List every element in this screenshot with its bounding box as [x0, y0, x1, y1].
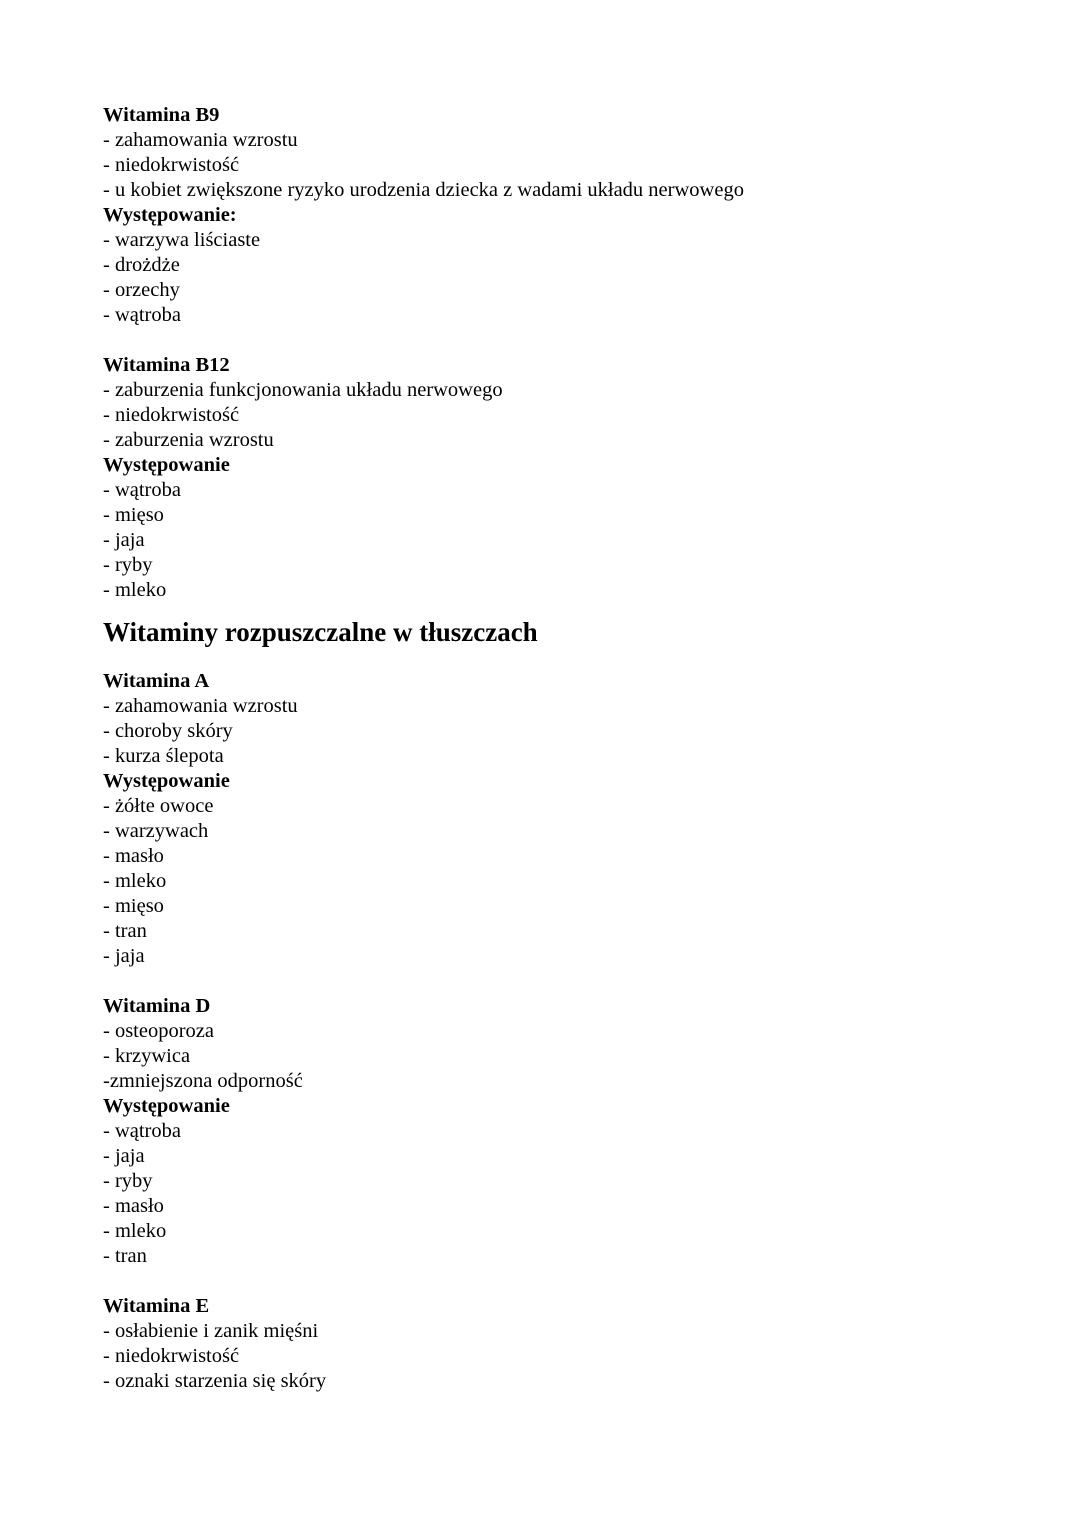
source-item: - mleko — [103, 579, 167, 601]
source-item: - orzechy — [103, 279, 180, 301]
source-item: - jaja — [103, 529, 145, 551]
symptom-item: - osteoporoza — [103, 1020, 214, 1042]
source-item: - wątroba — [103, 479, 181, 501]
occurrence-label: Występowanie — [103, 454, 230, 476]
symptom-item: - oznaki starzenia się skóry — [103, 1370, 327, 1392]
vitamin-title: Witamina E — [103, 1295, 210, 1317]
symptom-item: - niedokrwistość — [103, 404, 240, 426]
symptom-item: - niedokrwistość — [103, 1345, 240, 1367]
document-page — [103, 103, 1003, 1394]
vitamin-title: Witamina A — [103, 670, 210, 692]
source-item: - ryby — [103, 1170, 153, 1192]
source-item: - mleko — [103, 870, 167, 892]
symptom-item: - niedokrwistość — [103, 154, 240, 176]
symptom-item: - choroby skóry — [103, 720, 233, 742]
source-item: - mleko — [103, 1220, 167, 1242]
vitamin-title: Witamina D — [103, 995, 211, 1017]
symptom-item: - zaburzenia wzrostu — [103, 429, 274, 451]
source-item: - wątroba — [103, 304, 181, 326]
source-item: - warzywa liściaste — [103, 229, 261, 251]
source-item: - żółte owoce — [103, 795, 214, 817]
vitamin-title: Witamina B9 — [103, 104, 220, 126]
paragraph-gap — [103, 1269, 1003, 1294]
symptom-item: - osłabienie i zanik mięśni — [103, 1320, 319, 1342]
paragraph-gap — [103, 328, 1003, 353]
source-item: - mięso — [103, 895, 164, 917]
vitamin-e-block — [103, 1294, 1003, 1394]
vitamin-d-block — [103, 994, 1003, 1269]
source-item: - drożdże — [103, 254, 180, 276]
occurrence-label: Występowanie — [103, 1095, 230, 1117]
source-item: - masło — [103, 1195, 164, 1217]
symptom-item: - zahamowania wzrostu — [103, 129, 298, 151]
vitamin-b12-block — [103, 353, 1003, 603]
symptom-item: - zaburzenia funkcjonowania układu nerwowego — [103, 379, 503, 401]
source-item: - ryby — [103, 554, 153, 576]
source-item: - jaja — [103, 945, 145, 967]
paragraph-gap — [103, 969, 1003, 994]
source-item: - wątroba — [103, 1120, 181, 1142]
source-item: - tran — [103, 920, 147, 942]
occurrence-label: Występowanie — [103, 770, 230, 792]
symptom-item: - krzywica — [103, 1045, 191, 1067]
source-item: - mięso — [103, 504, 164, 526]
symptom-item: - zahamowania wzrostu — [103, 695, 298, 717]
vitamin-a-block — [103, 669, 1003, 969]
vitamin-b9-block — [103, 103, 1003, 328]
source-item: - jaja — [103, 1145, 145, 1167]
symptom-item: -zmniejszona odporność — [103, 1070, 303, 1092]
source-item: - masło — [103, 845, 164, 867]
source-item: - warzywach — [103, 820, 209, 842]
symptom-item: - kurza ślepota — [103, 745, 224, 767]
vitamin-title: Witamina B12 — [103, 354, 230, 376]
source-item: - tran — [103, 1245, 147, 1267]
occurrence-label: Występowanie: — [103, 204, 237, 226]
section-heading: Witaminy rozpuszczalne w tłuszczach — [103, 617, 538, 647]
symptom-item: - u kobiet zwiększone ryzyko urodzenia dziecka z wadami układu nerwowego — [103, 179, 744, 201]
